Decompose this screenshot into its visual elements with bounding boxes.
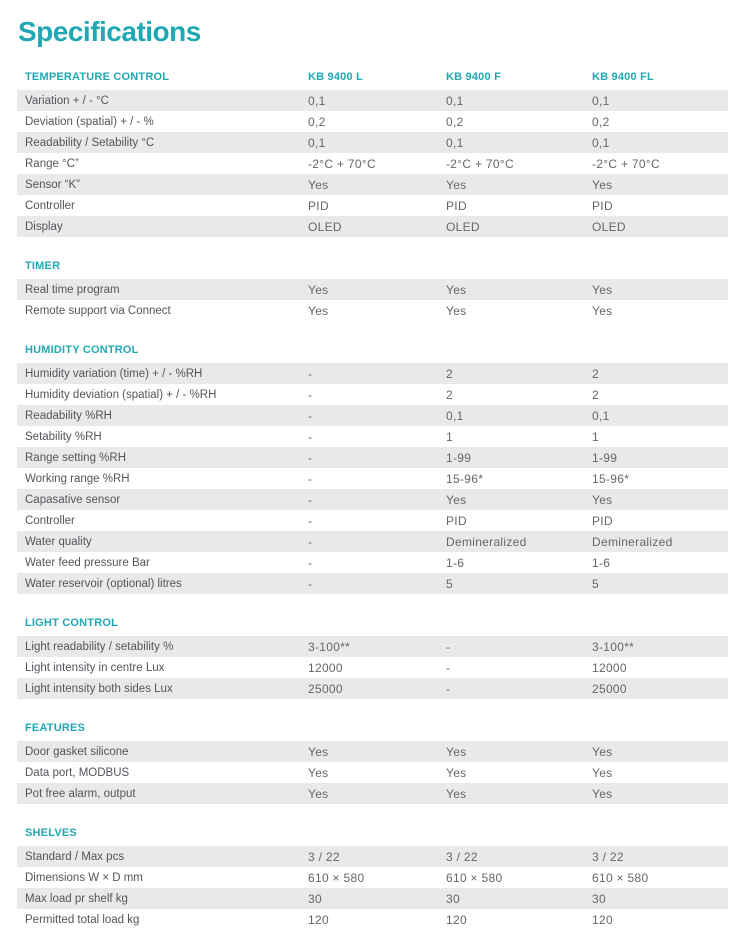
section-rows — [17, 363, 728, 594]
spec-value: 2 — [446, 366, 453, 381]
spec-value: Yes — [446, 177, 467, 192]
spec-value: - — [308, 471, 313, 486]
spec-label: Setability %RH — [25, 430, 102, 443]
spec-value: - — [308, 429, 313, 444]
table-row — [17, 363, 728, 384]
spec-label: Permitted total load kg — [25, 913, 140, 926]
spec-label: Variation + / - °C — [25, 94, 109, 107]
spec-value: 0,2 — [446, 114, 464, 129]
spec-label: Controller — [25, 199, 75, 212]
spec-value: Yes — [446, 303, 467, 318]
column-header-kb9400fl: KB 9400 FL — [592, 71, 654, 83]
spec-label: Range setting %RH — [25, 451, 126, 464]
table-row — [17, 489, 728, 510]
spec-value: 1 — [446, 429, 453, 444]
spec-label: Readability / Setability °C — [25, 136, 155, 149]
section-rows — [17, 741, 728, 804]
section-timer — [17, 259, 728, 321]
spec-label: Water feed pressure Bar — [25, 556, 150, 569]
spec-value: 3 / 22 — [308, 849, 340, 864]
spec-label: Dimensions W × D mm — [25, 871, 143, 884]
spec-value: 2 — [592, 366, 599, 381]
spec-value: 1-6 — [592, 555, 611, 570]
spec-value: Yes — [446, 765, 467, 780]
spec-value: 25000 — [308, 681, 343, 696]
spec-label: Light intensity in centre Lux — [25, 661, 165, 674]
spec-value: Yes — [308, 765, 329, 780]
section-title: HUMIDITY CONTROL — [25, 344, 139, 356]
spec-value: 12000 — [592, 660, 627, 675]
spec-value: - — [308, 387, 313, 402]
spec-value: 610 × 580 — [308, 870, 365, 885]
section-title: TIMER — [25, 260, 61, 272]
spec-value: Yes — [592, 177, 613, 192]
table-row — [17, 741, 728, 762]
spec-value: PID — [592, 513, 613, 528]
table-row — [17, 279, 728, 300]
spec-value: 0,2 — [308, 114, 326, 129]
spec-value: 0,1 — [308, 93, 326, 108]
spec-value: - — [308, 555, 313, 570]
section-header — [17, 259, 728, 272]
spec-label: Door gasket silicone — [25, 745, 129, 758]
spec-label: Deviation (spatial) + / - % — [25, 115, 154, 128]
spec-label: Light readability / setability % — [25, 640, 174, 653]
spec-value: 0,1 — [308, 135, 326, 150]
spec-value: - — [446, 639, 451, 654]
section-shelves — [17, 826, 728, 930]
table-row — [17, 867, 728, 888]
section-humidity-control — [17, 343, 728, 594]
section-header — [17, 616, 728, 629]
table-row — [17, 300, 728, 321]
table-row — [17, 846, 728, 867]
page-title: Specifications — [18, 16, 201, 47]
spec-value: - — [446, 681, 451, 696]
spec-value: 12000 — [308, 660, 343, 675]
table-row — [17, 153, 728, 174]
spec-value: PID — [592, 198, 613, 213]
spec-value: PID — [446, 513, 467, 528]
section-title: FEATURES — [25, 722, 86, 734]
table-row — [17, 888, 728, 909]
table-row — [17, 762, 728, 783]
spec-label: Range °C” — [25, 157, 79, 170]
spec-label: Water reservoir (optional) litres — [25, 577, 182, 590]
table-row — [17, 510, 728, 531]
section-header — [17, 343, 728, 356]
spec-label: Remote support via Connect — [25, 304, 171, 317]
spec-label: Display — [25, 220, 63, 233]
spec-label: Max load pr shelf kg — [25, 892, 128, 905]
spec-value: 0,1 — [592, 408, 610, 423]
table-row — [17, 447, 728, 468]
spec-value: - — [308, 450, 313, 465]
spec-label: Controller — [25, 514, 75, 527]
spec-value: Demineralized — [446, 534, 527, 549]
spec-label: Capasative sensor — [25, 493, 121, 506]
table-row — [17, 678, 728, 699]
spec-label: Readability %RH — [25, 409, 112, 422]
spec-value: - — [308, 534, 313, 549]
spec-value: 610 × 580 — [446, 870, 503, 885]
spec-value: 30 — [446, 891, 460, 906]
section-rows — [17, 846, 728, 930]
spec-value: OLED — [592, 219, 626, 234]
spec-value: - — [308, 408, 313, 423]
spec-label: Humidity deviation (spatial) + / - %RH — [25, 388, 217, 401]
spec-value: - — [308, 576, 313, 591]
spec-value: 3-100** — [308, 639, 351, 654]
spec-value: Yes — [592, 786, 613, 801]
table-row — [17, 111, 728, 132]
section-features — [17, 721, 728, 804]
table-row — [17, 405, 728, 426]
spec-label: Standard / Max pcs — [25, 850, 125, 863]
spec-value: 0,2 — [592, 114, 610, 129]
spec-value: 0,1 — [446, 135, 464, 150]
column-header-kb9400f: KB 9400 F — [446, 71, 501, 83]
spec-value: 0,1 — [592, 93, 610, 108]
spec-value: Yes — [308, 744, 329, 759]
spec-value: 15-96* — [592, 471, 630, 486]
section-title: SHELVES — [25, 827, 77, 839]
spec-value: PID — [308, 198, 329, 213]
spec-value: -2°C + 70°C — [446, 156, 514, 171]
spec-value: 25000 — [592, 681, 627, 696]
spec-label: Humidity variation (time) + / - %RH — [25, 367, 203, 380]
spec-label: Data port, MODBUS — [25, 766, 130, 779]
spec-value: Yes — [308, 303, 329, 318]
spec-value: 0,1 — [592, 135, 610, 150]
spec-value: Yes — [446, 282, 467, 297]
spec-value: - — [308, 492, 313, 507]
spec-value: - — [446, 660, 451, 675]
table-row — [17, 783, 728, 804]
spec-value: 120 — [308, 912, 329, 927]
spec-value: 610 × 580 — [592, 870, 649, 885]
spec-value: Yes — [592, 744, 613, 759]
table-row — [17, 216, 728, 237]
section-rows — [17, 90, 728, 237]
spec-value: Yes — [592, 765, 613, 780]
table-row — [17, 531, 728, 552]
spec-value: Yes — [308, 177, 329, 192]
spec-value: Yes — [308, 282, 329, 297]
spec-value: 1-99 — [592, 450, 618, 465]
table-row — [17, 552, 728, 573]
spec-value: - — [308, 366, 313, 381]
spec-value: 0,1 — [446, 93, 464, 108]
spec-value: 5 — [446, 576, 453, 591]
spec-value: -2°C + 70°C — [308, 156, 376, 171]
spec-value: OLED — [308, 219, 342, 234]
section-header — [17, 826, 728, 839]
table-row — [17, 657, 728, 678]
table-row — [17, 636, 728, 657]
spec-value: Yes — [446, 492, 467, 507]
spec-value: 15-96* — [446, 471, 484, 486]
spec-value: 120 — [592, 912, 613, 927]
spec-value: 3 / 22 — [592, 849, 624, 864]
table-row — [17, 909, 728, 930]
table-row — [17, 426, 728, 447]
spec-value: Demineralized — [592, 534, 673, 549]
table-row — [17, 132, 728, 153]
spec-label: Light intensity both sides Lux — [25, 682, 173, 695]
column-header-kb9400l: KB 9400 L — [308, 71, 363, 83]
spec-label: Water quality — [25, 535, 92, 548]
spec-value: PID — [446, 198, 467, 213]
table-row — [17, 573, 728, 594]
spec-value: 120 — [446, 912, 467, 927]
section-rows — [17, 636, 728, 699]
spec-label: Working range %RH — [25, 472, 130, 485]
spec-label: Sensor “K” — [25, 178, 80, 191]
section-light-control — [17, 616, 728, 699]
section-title: LIGHT CONTROL — [25, 617, 119, 629]
section-title: TEMPERATURE CONTROL — [25, 71, 170, 83]
table-row — [17, 384, 728, 405]
spec-value: Yes — [592, 303, 613, 318]
section-temperature-control — [17, 70, 728, 237]
spec-value: 1-6 — [446, 555, 465, 570]
spec-value: Yes — [308, 786, 329, 801]
spec-value: 3-100** — [592, 639, 635, 654]
section-header — [17, 70, 728, 83]
spec-value: -2°C + 70°C — [592, 156, 660, 171]
spec-value: 1 — [592, 429, 599, 444]
table-row — [17, 174, 728, 195]
section-rows — [17, 279, 728, 321]
spec-value: 2 — [592, 387, 599, 402]
spec-value: - — [308, 513, 313, 528]
spec-value: Yes — [592, 492, 613, 507]
section-header — [17, 721, 728, 734]
table-row — [17, 90, 728, 111]
spec-value: 30 — [308, 891, 322, 906]
spec-label: Pot free alarm, output — [25, 787, 136, 800]
spec-value: 1-99 — [446, 450, 472, 465]
spec-value: 3 / 22 — [446, 849, 478, 864]
spec-value: 30 — [592, 891, 606, 906]
table-row — [17, 468, 728, 489]
spec-value: OLED — [446, 219, 480, 234]
spec-value: 2 — [446, 387, 453, 402]
spec-label: Real time program — [25, 283, 120, 296]
spec-value: 0,1 — [446, 408, 464, 423]
spec-value: Yes — [592, 282, 613, 297]
spec-value: Yes — [446, 744, 467, 759]
spec-value: 5 — [592, 576, 599, 591]
table-row — [17, 195, 728, 216]
spec-value: Yes — [446, 786, 467, 801]
